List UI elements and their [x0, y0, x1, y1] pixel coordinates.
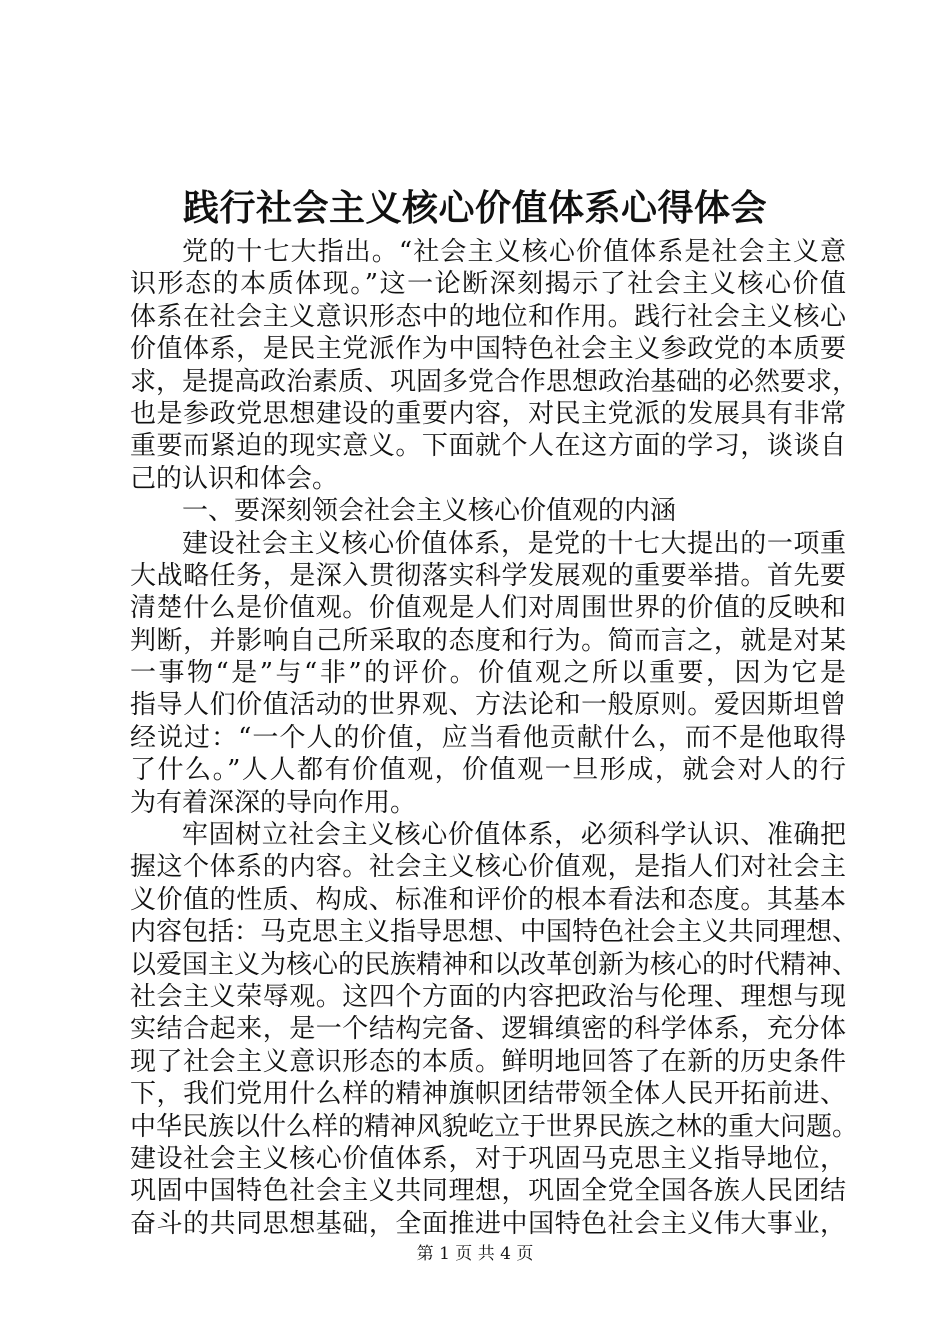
text-line: 社会主义荣辱观。这四个方面的内容把政治与伦理、理想与现: [130, 981, 846, 1012]
text-line: 巩固中国特色社会主义共同理想，巩固全党全国各族人民团结: [130, 1176, 846, 1207]
text-line: 了什么。”人人都有价值观，价值观一旦形成，就会对人的行: [130, 755, 846, 786]
text-line: 己的认识和体会。: [130, 463, 339, 494]
text-line: 握这个体系的内容。社会主义核心价值观，是指人们对社会主: [130, 852, 846, 883]
text-line: 体系在社会主义意识形态中的地位和作用。践行社会主义核心: [130, 301, 846, 332]
text-line: 一、要深刻领会社会主义核心价值观的内涵: [182, 496, 677, 527]
text-line: 党的十七大指出。“社会主义核心价值体系是社会主义意: [182, 237, 846, 267]
text-line: 内容包括：马克思主义指导思想、中国特色社会主义共同理想、: [130, 917, 859, 948]
text-line: 大战略任务，是深入贯彻落实科学发展观的重要举措。首先要: [130, 560, 846, 591]
text-line: 经说过：“一个人的价值，应当看他贡献什么，而不是他取得: [130, 722, 846, 753]
text-line: 建设社会主义核心价值体系，对于巩固马克思主义指导地位，: [130, 1143, 846, 1174]
text-line: 价值体系，是民主党派作为中国特色社会主义参政党的本质要: [130, 334, 846, 365]
document-body: [130, 236, 859, 1240]
text-line: 牢固树立社会主义核心价值体系，必须科学认识、准确把: [182, 820, 846, 851]
text-line: 实结合起来，是一个结构完备、逻辑缜密的科学体系，充分体: [130, 1014, 846, 1045]
text-line: 建设社会主义核心价值体系，是党的十七大提出的一项重: [182, 528, 846, 559]
text-line: 为有着深深的导向作用。: [130, 787, 417, 818]
text-line: 一事物“是”与“非”的评价。价值观之所以重要，因为它是: [130, 658, 846, 689]
text-line: 指导人们价值活动的世界观、方法论和一般原则。爱因斯坦曾: [130, 690, 846, 721]
text-line: 义价值的性质、构成、标准和评价的根本看法和态度。其基本: [130, 884, 846, 915]
text-line: 奋斗的共同思想基础，全面推进中国特色社会主义伟大事业，: [130, 1208, 846, 1239]
page-footer: 第 1 页 共 4 页: [416, 1244, 534, 1264]
text-line: 也是参政党思想建设的重要内容，对民主党派的发展具有非常: [130, 398, 846, 429]
text-line: 下，我们党用什么样的精神旗帜团结带领全体人民开拓前进、: [130, 1079, 846, 1110]
text-line: 识形态的本质体现。”这一论断深刻揭示了社会主义核心价值: [130, 269, 846, 300]
page-title: 践行社会主义核心价值体系心得体会: [182, 187, 767, 229]
text-line: 现了社会主义意识形态的本质。鲜明地回答了在新的历史条件: [130, 1046, 846, 1077]
text-line: 重要而紧迫的现实意义。下面就个人在这方面的学习，谈谈自: [130, 431, 846, 462]
text-line: 判断，并影响自己所采取的态度和行为。简而言之，就是对某: [130, 625, 846, 656]
text-line: 求，是提高政治素质、巩固多党合作思想政治基础的必然要求，: [130, 366, 859, 397]
text-line: 以爱国主义为核心的民族精神和以改革创新为核心的时代精神、: [130, 949, 859, 980]
text-line: 中华民族以什么样的精神风貌屹立于世界民族之林的重大问题。: [130, 1111, 859, 1142]
text-line: 清楚什么是价值观。价值观是人们对周围世界的价值的反映和: [130, 593, 846, 624]
